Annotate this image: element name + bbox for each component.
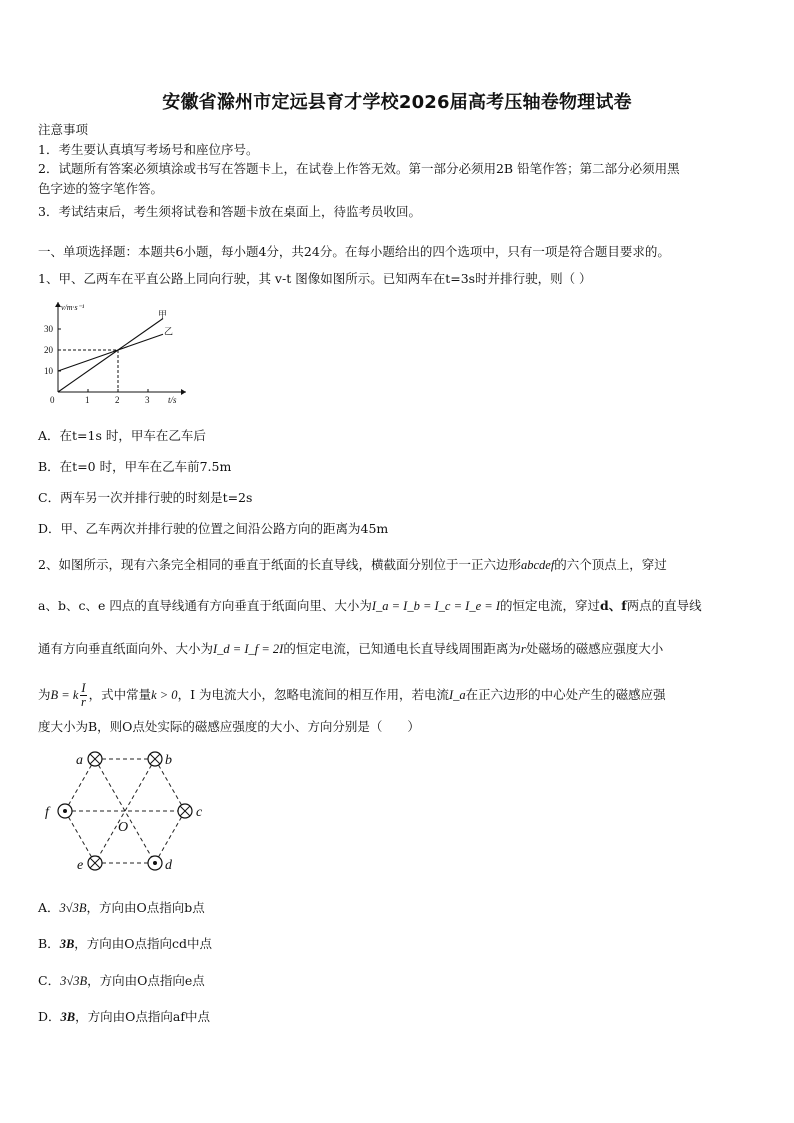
y-tick-label: 30 [44,324,53,334]
q1-stem: 1、甲、乙两车在平直公路上同向行驶，其 v-t 图像如图所示。已知两车在t=3s时并排行驶，则（ ） [38,271,592,286]
hexagon-dashed-lines [65,759,185,863]
x-tick-label: 3 [145,395,150,405]
q2-text: 在正六边形的中心处产生的磁感应强 [465,687,666,702]
y-tick-label: 20 [44,345,53,355]
option-letter: C． [38,973,61,988]
x-tick-label: 0 [50,395,55,405]
option-value: 3B [60,1010,76,1024]
wire-c-cross-icon [178,804,192,818]
series-line-2 [58,334,163,371]
notice-item-2-cont: 色字迹的签字笔作答。 [38,181,164,196]
q2-option-d [38,1008,210,1026]
q2-text: 为 [38,687,51,702]
q2-text: 通有方向垂直纸面向外、大小为 [38,641,214,656]
constant-condition: k > 0 [151,688,178,702]
label-e: e [77,858,84,873]
distance-symbol: r [520,642,526,656]
current-symbol: I_a [448,688,466,702]
option-text: ，方向由O点指向b点 [86,900,205,915]
y-axis-label: v/m·s⁻¹ [61,303,85,312]
notice-heading: 注意事项 [38,122,89,137]
q2-text: d、f [600,598,627,613]
notice-item-3: 3．考试结束后，考生须将试卷和答题卡放在桌面上，待监考员收回。 [38,204,421,219]
wire-e-cross-icon [88,856,102,870]
option-value: 3√3B [60,974,88,988]
label-a: a [76,753,83,768]
q2-text: ，I 为电流大小，忽略电流间的相互作用，若电流 [177,687,449,702]
section-heading: 一、单项选择题：本题共6小题，每小题4分，共24分。在每小题给出的四个选项中，只有一项是符合题目要求的。 [38,244,670,259]
q2-text: ，式中常量 [88,687,152,702]
q2-line-3 [38,640,663,658]
option-letter: B． [38,936,60,951]
option-letter: A． [38,900,60,915]
wire-f-dot-icon [58,804,72,818]
formula-lhs: B = k [50,688,79,702]
option-value: 3√3B [59,901,87,915]
x-tick-label: 2 [115,395,120,405]
q2-text: a、b、c、e 四点的直导线通有方向垂直于纸面向里、大小为 [38,598,372,613]
label-o: O [118,820,129,835]
q2-text: 处磁场的磁感应强度大小 [525,641,664,656]
hexagon-wires-figure [38,745,218,875]
q2-option-b [38,935,212,953]
option-text: ，方向由O点指向e点 [87,973,205,988]
option-text: ，方向由O点指向af中点 [75,1009,210,1024]
formula-fraction [80,682,86,709]
q2-text: 的恒定电流，穿过 [499,598,600,613]
label-b: b [165,753,172,768]
q2-text: 的恒定电流，已知通电长直导线周围距离为 [283,641,521,656]
q2-text: 2、如图所示，现有六条完全相同的垂直于纸面的长直导线，横截面分别位于一正六边形 [38,557,521,572]
option-text: ，方向由O点指向cd中点 [74,936,213,951]
option-letter: D． [38,1009,61,1024]
q2-option-c [38,972,205,990]
current-equation-2: I_d = I_f = 2I [213,642,284,656]
x-tick-label: 1 [85,395,90,405]
q1-option-d: D．甲、乙车两次并排行驶的位置之间沿公路方向的距离为45m [38,521,389,536]
label-f: f [45,805,49,820]
q1-vt-chart [40,298,190,410]
series-label-1: 甲 [158,309,168,320]
wire-d-dot-icon [148,856,162,870]
x-axis-label: t/s [168,395,177,405]
q2-line-1 [38,556,667,574]
wire-a-cross-icon [88,752,102,766]
q1-option-a: A．在t=1s 时，甲车在乙车后 [38,428,206,443]
q2-line-4 [38,682,666,709]
option-value: 3B [59,937,75,951]
hexagon-name: abcdef [520,558,555,572]
q2-text: 两点的直导线 [626,598,702,613]
current-equation-1: I_a = I_b = I_c = I_e = I [371,599,500,613]
series-line-1 [58,319,163,393]
label-d: d [165,858,172,873]
q2-text: 的六个顶点上，穿过 [554,557,667,572]
x-axis-arrow [181,389,186,395]
q2-line-5: 度大小为B，则O点处实际的磁感应强度的大小、方向分别是（ ） [38,719,420,734]
notice-item-1: 1．考生要认真填写考场号和座位序号。 [38,142,259,157]
wire-b-cross-icon [148,752,162,766]
formula-denominator: r [81,695,86,709]
label-c: c [196,805,203,820]
q2-line-2 [38,597,702,615]
y-tick-label: 10 [44,366,53,376]
q1-option-b: B．在t=0 时，甲车在乙车前7.5m [38,459,232,474]
q2-option-a [38,899,205,917]
formula-numerator: I [81,681,86,695]
notice-item-2: 2．试题所有答案必须填涂或书写在答题卡上，在试卷上作答无效。第一部分必须用2B 铅笔作答；第二部分必须用黑 [38,161,680,176]
series-label-2: 乙 [164,326,174,337]
q1-option-c: C．两车另一次并排行驶的时刻是t=2s [38,490,253,505]
page-title: 安徽省滁州市定远县育才学校2026届高考压轴卷物理试卷 [162,92,632,113]
